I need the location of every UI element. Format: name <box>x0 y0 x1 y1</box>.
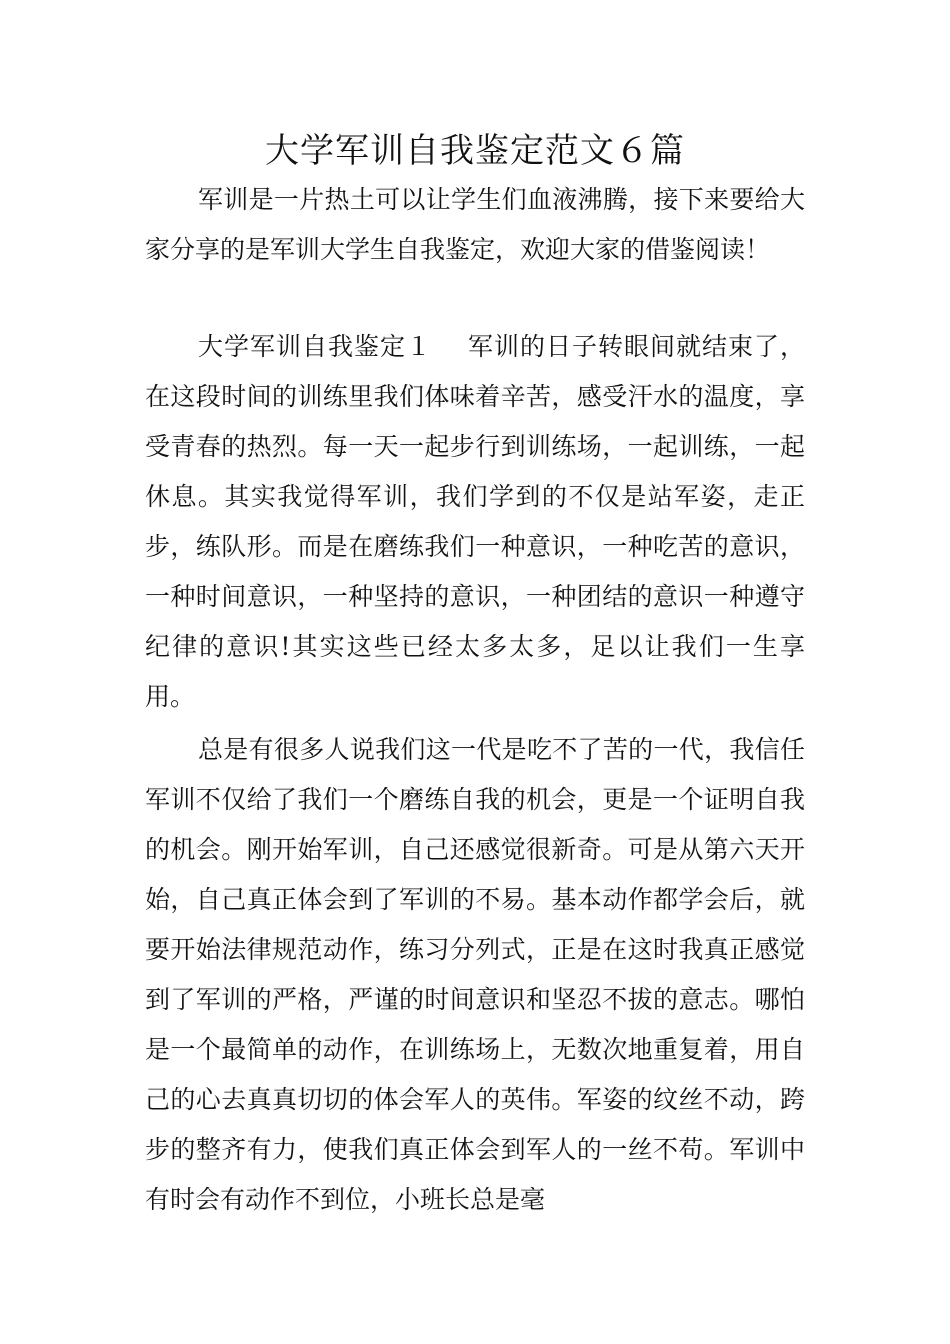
section-1-text: 军训的日子转眼间就结束了，在这段时间的训练里我们体味着辛苦，感受汗水的温度，享受青春的热烈。每一天一起步行到训练场，一起训练，一起休息。其实我觉得军训，我们学到的不仅是站军姿，走正步，练队形。而是在磨练我们一种意识，一种吃苦的意识，一种时间意识，一种坚持的意识，一种团结的意识一种遵守纪律的意识!其实这些已经太多太多，足以让我们一生享用。 <box>145 332 805 711</box>
document-title: 大学军训自我鉴定范文６篇 <box>265 131 685 171</box>
intro-paragraph: 军训是一片热土可以让学生们血液沸腾，接下来要给大家分享的是军训大学生自我鉴定，欢迎大家的借鉴阅读！ <box>145 185 805 264</box>
section-1-heading: 大学军训自我鉴定１ <box>198 332 432 361</box>
section-1-paragraph <box>145 322 805 722</box>
paragraph-2: 总是有很多人说我们这一代是吃不了苦的一代，我信任军训不仅给了我们一个磨练自我的机会，更是一个证明自我的机会。刚开始军训，自己还感觉很新奇。可是从第六天开始，自己真正体会到了军训的不易。基本动作都学会后，就要开始法律规范动作，练习分列式，正是在这时我真正感觉到了军训的严格，严谨的时间意识和坚忍不拔的意志。哪怕是一个最简单的动作，在训练场上，无数次地重复着，用自己的心去真真切切的体会军人的英伟。军姿的纹丝不动，跨步的整齐有力，使我们真正体会到军人的一丝不苟。军训中有时会有动作不到位，小班长总是毫 <box>145 735 805 1214</box>
